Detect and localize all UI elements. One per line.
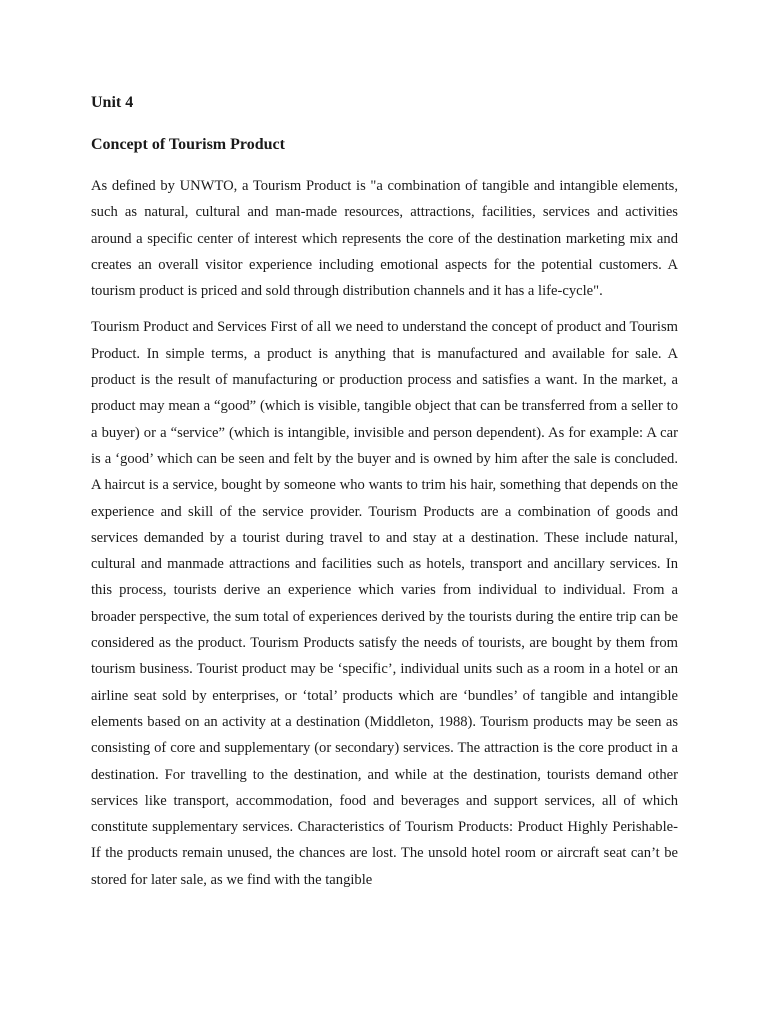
unit-heading: Unit 4: [91, 94, 134, 111]
paragraph-product-and-services: Tourism Product and Services First of all we need to understand the concept of product and Tourism Product. In simple terms, a product is anything that is manufactured and available for sale. A product is the result of manufacturing or production process and satisfies a want. In the market, a product may mean a “good” (which is visible, tangible object that can be transferred from a seller to a buyer) or a “service” (which is intangible, invisible and person dependent). As for example: A car is a ‘good’ which can be seen and felt by the buyer and is owned by him after the sale is concluded. A haircut is a service, bought by someone who wants to trim his hair, something that depends on the experience and skill of the service provider. Tourism Products are a combination of goods and services demanded by a tourist during travel to and stay at a destination. These include natural, cultural and manmade attractions and facilities such as hotels, transport and ancillary services. In this process, tourists derive an experience which varies from individual to individual. From a broader perspective, the sum total of experiences derived by the tourists during the entire trip can be considered as the product. Tourism Products satisfy the needs of tourists, are bought by them from tourism business. Tourist product may be ‘specific’, individual units such as a room in a hotel or an airline seat sold by enterprises, or ‘total’ products which are ‘bundles’ of tangible and intangible elements based on an activity at a destination (Middleton, 1988). Tourism products may be seen as consisting of core and supplementary (or secondary) services. The attraction is the core product in a destination. For travelling to the destination, and while at the destination, tourists demand other services like transport, accommodation, food and beverages and support services, all of which constitute supplementary services. Characteristics of Tourism Products: Product Highly Perishable- If the products remain unused, the chances are lost. The unsold hotel room or aircraft seat can’t be stored for later sale, as we find with the tangible: [91, 319, 678, 888]
document-page: [91, 92, 678, 893]
page-title: Concept of Tourism Product: [91, 136, 285, 153]
paragraph-definition: As defined by UNWTO, a Tourism Product is "a combination of tangible and intangible elements, such as natural, cultural and man-made resources, attractions, facilities, services and activities around a specific center of interest which represents the core of the destination marketing mix and creates an overall visitor experience including emotional aspects for the potential customers. A tourism product is priced and sold through distribution channels and it has a life-cycle".: [91, 178, 678, 300]
